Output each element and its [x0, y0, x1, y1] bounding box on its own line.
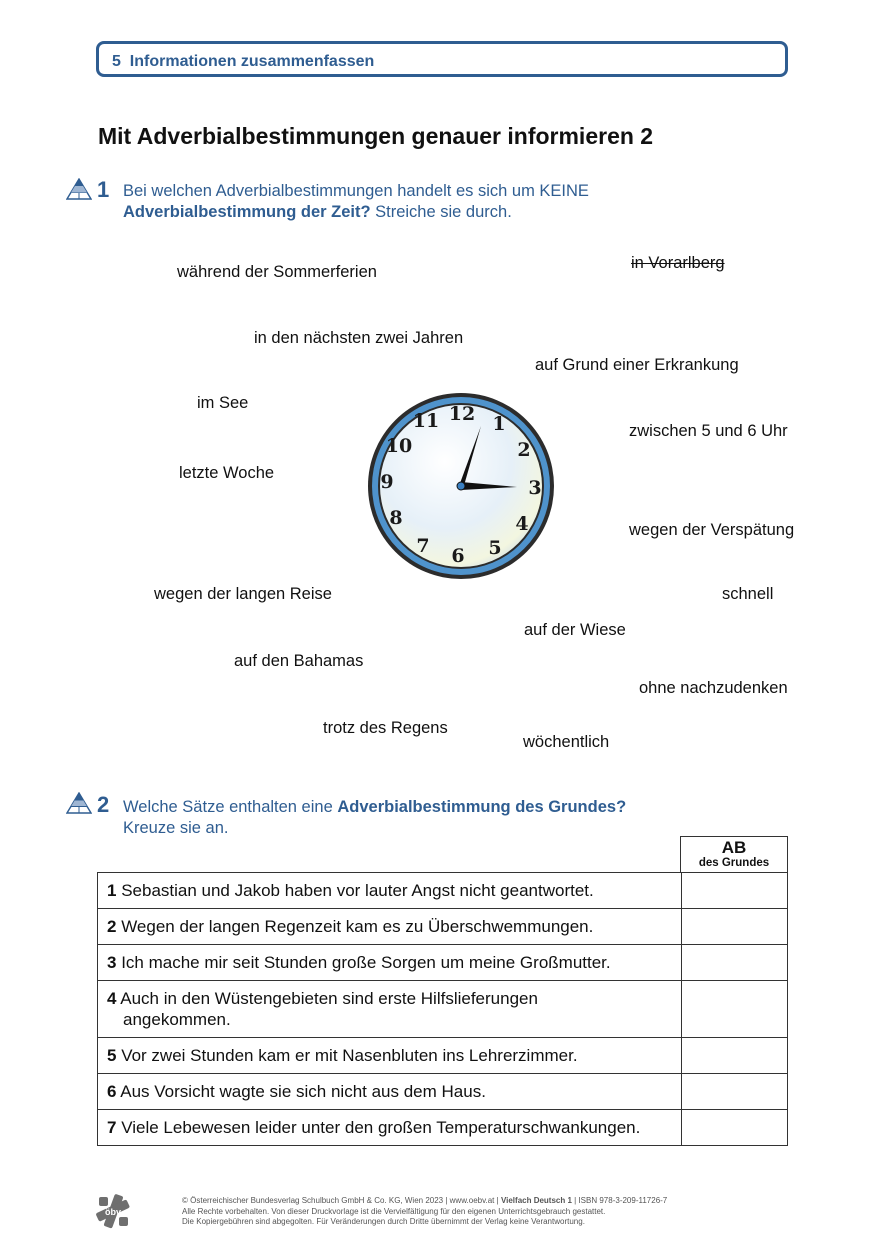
clock-illustration [365, 390, 557, 582]
sentence-text: Sebastian und Jakob haben vor lauter Angst nicht geantwortet. [116, 881, 594, 900]
sentence-text: Aus Vorsicht wagte sie sich nicht aus dem Haus. [116, 1082, 486, 1101]
task-1-number: 1 [97, 177, 110, 202]
sentence-number: 5 [107, 1046, 117, 1065]
sentence-cell [98, 909, 682, 945]
phrase-item[interactable]: während der Sommerferien [177, 263, 377, 281]
phrase-item[interactable]: ohne nachzudenken [639, 679, 788, 697]
clock-numeral: 5 [488, 537, 502, 559]
phrase-item-struck[interactable]: in Vorarlberg [631, 254, 725, 272]
clock-numeral: 4 [515, 513, 529, 535]
phrase-item[interactable]: schnell [722, 585, 774, 603]
table-row [98, 1110, 788, 1146]
clock-numeral: 7 [416, 535, 430, 557]
chapter-number: 5 [112, 53, 121, 70]
checkbox-cell[interactable] [682, 873, 788, 909]
clock-numeral: 12 [448, 403, 476, 425]
logo-text: öbv [104, 1207, 122, 1217]
sentence-number: 6 [107, 1082, 117, 1101]
sentence-cell [98, 1110, 682, 1146]
footer-line3: Die Kopiergebühren sind abgegolten. Für Veränderungen durch Dritte übernimmt der Verlag keine Verantwortung. [182, 1217, 585, 1226]
phrase-item[interactable]: wegen der langen Reise [154, 585, 332, 603]
sentence-text: Viele Lebewesen leider unter den großen Temperaturschwankungen. [116, 1118, 641, 1137]
clock-numeral: 6 [451, 545, 465, 567]
phrase-item[interactable]: auf der Wiese [524, 621, 626, 639]
task-1-line2-rest: Streiche sie durch. [370, 203, 512, 221]
sentence-cell [98, 873, 682, 909]
clock-numeral: 2 [517, 439, 531, 461]
phrase-item[interactable]: wegen der Verspätung [629, 521, 795, 539]
footer-line1-pre: © Österreichischer Bundesverlag Schulbuch GmbH & Co. KG, Wien 2023 | www.oebv.at | [182, 1196, 501, 1205]
phrase-item[interactable]: auf Grund einer Erkrankung [535, 356, 739, 374]
sentence-cell [98, 981, 682, 1038]
difficulty-level-icon [66, 178, 92, 200]
phrase-item[interactable]: im See [197, 394, 249, 412]
phrase-item[interactable]: in den nächsten zwei Jahren [254, 329, 464, 347]
publisher-logo [95, 1193, 131, 1229]
chapter-title: Informationen zusammenfassen [129, 53, 375, 70]
sentence-text: Auch in den Wüstengebieten sind erste Hilfslieferungen [116, 989, 538, 1008]
chapter-header [96, 41, 788, 77]
clock-center [457, 482, 465, 490]
task-2-line1-pre: Welche Sätze enthalten eine [123, 798, 338, 816]
checkbox-cell[interactable] [682, 981, 788, 1038]
phrase-item[interactable]: zwischen 5 und 6 Uhr [629, 422, 788, 440]
column-header-subtitle: des Grundes [698, 857, 770, 869]
phrase-item[interactable]: trotz des Regens [323, 719, 448, 737]
checkbox-cell[interactable] [682, 1074, 788, 1110]
clock-numeral: 10 [385, 435, 413, 457]
phrase-item[interactable]: letzte Woche [179, 464, 275, 482]
sentence-text: Wegen der langen Regenzeit kam es zu Überschwemmungen. [116, 917, 594, 936]
phrase-item[interactable]: auf den Bahamas [234, 652, 364, 670]
sentence-number: 2 [107, 917, 117, 936]
clock-numeral: 1 [492, 413, 506, 435]
column-header-title: AB [721, 838, 747, 857]
sentence-cell [98, 945, 682, 981]
footer-copyright [182, 1196, 667, 1228]
table-row [98, 1038, 788, 1074]
clock-numeral: 8 [389, 507, 403, 529]
clock-numeral: 9 [380, 471, 394, 493]
checkbox-cell[interactable] [682, 1110, 788, 1146]
sentence-cell [98, 1038, 682, 1074]
footer-line2: Alle Rechte vorbehalten. Von dieser Druckvorlage ist die Vervielfältigung für den eigenen Unterrichtsgebrauch gestattet. [182, 1206, 606, 1216]
table-row [98, 1074, 788, 1110]
table-row [98, 981, 788, 1038]
task-1-instruction [123, 181, 589, 223]
sentence-text: Vor zwei Stunden kam er mit Nasenbluten ins Lehrerzimmer. [116, 1046, 578, 1065]
clock-numeral: 11 [412, 410, 440, 432]
checkbox-cell[interactable] [682, 1038, 788, 1074]
sentence-number: 1 [107, 881, 117, 900]
clock-numeral: 3 [528, 477, 542, 499]
task-1-line2-bold: Adverbialbestimmung der Zeit? [123, 203, 371, 221]
sentence-text-continued: angekommen. [123, 1010, 231, 1029]
checkbox-cell[interactable] [682, 909, 788, 945]
footer-line1-post: | ISBN 978-3-209-11726-7 [571, 1196, 668, 1205]
difficulty-level-icon [66, 792, 92, 814]
task-2-line1-bold: Adverbialbestimmung des Grundes? [337, 798, 627, 816]
sentence-cell [98, 1074, 682, 1110]
footer-book-title: Vielfach Deutsch 1 [500, 1196, 572, 1205]
sentence-text: Ich mache mir seit Stunden große Sorgen um meine Großmutter. [116, 953, 611, 972]
sentence-number: 3 [107, 953, 117, 972]
task-2-instruction [123, 797, 626, 839]
sentence-table [97, 872, 788, 1146]
task-2-line2: Kreuze sie an. [123, 819, 229, 837]
table-row [98, 873, 788, 909]
sentence-number: 4 [107, 989, 117, 1008]
task-2-number: 2 [97, 792, 110, 817]
chapter-label [112, 53, 374, 71]
sentence-number: 7 [107, 1118, 117, 1137]
table-column-header [680, 836, 788, 873]
table-row [98, 945, 788, 981]
table-row [98, 909, 788, 945]
page-title: Mit Adverbialbestimmungen genauer informieren 2 [98, 123, 654, 149]
phrase-item[interactable]: wöchentlich [523, 733, 610, 751]
task-1-line1: Bei welchen Adverbialbestimmungen handelt es sich um KEINE [123, 182, 589, 200]
checkbox-cell[interactable] [682, 945, 788, 981]
